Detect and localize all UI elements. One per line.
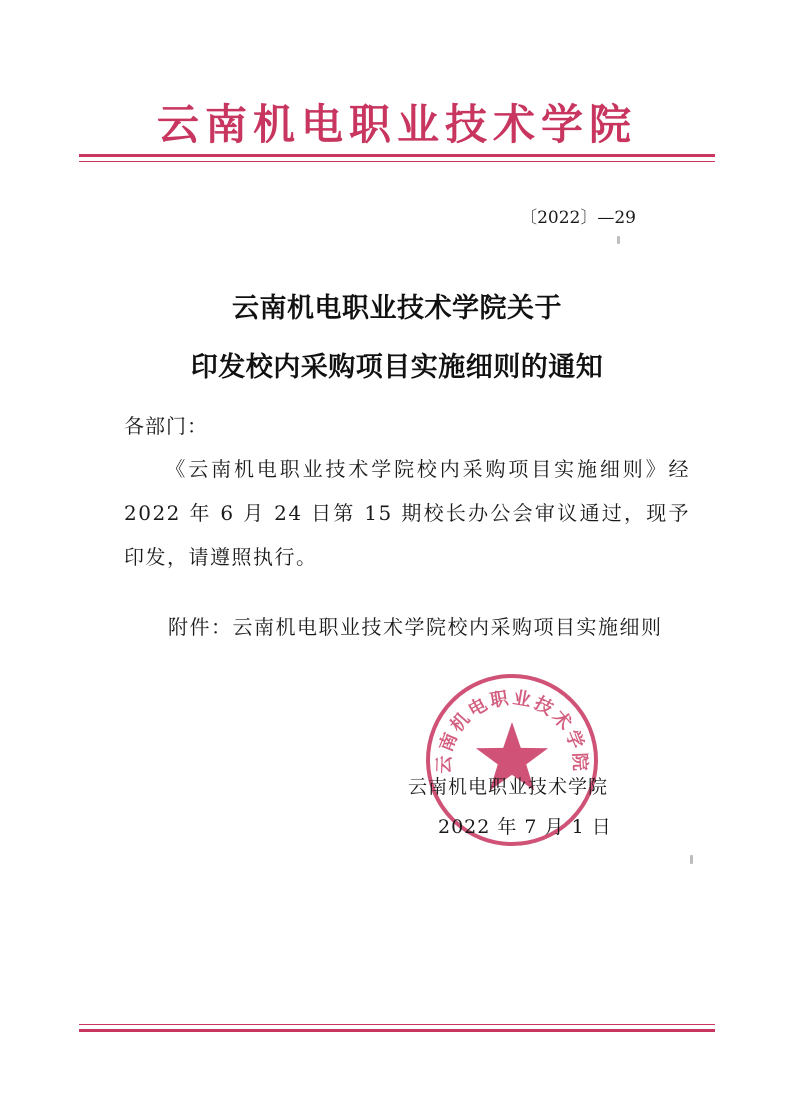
document-title-line-2: 印发校内采购项目实施细则的通知 <box>190 352 604 383</box>
salutation: 各部门： <box>124 414 208 438</box>
footer-rule-thin <box>79 1024 715 1025</box>
letterhead-institution: 云南机电职业技术学院 <box>156 100 637 149</box>
scan-speck <box>617 236 620 244</box>
document-title-line-1: 云南机电职业技术学院关于 <box>232 293 562 324</box>
signing-date: 2022 年 7 月 1 日 <box>438 816 612 838</box>
letterhead-rule-thick <box>79 154 715 157</box>
document-number: 〔2022〕—29 <box>520 208 636 228</box>
body-paragraph <box>124 447 690 579</box>
body-paragraph-text: 《云南机电职业技术学院校内采购项目实施细则》经2022 年 6 月 24 日第 15 期校长办公会审议通过，现予印发，请遵照执行。 <box>124 457 690 569</box>
letterhead-rule-thin <box>79 161 715 162</box>
seal-arc-textpath: 云南机电职业技术学院 <box>433 687 591 775</box>
scan-speck <box>690 855 693 864</box>
footer-rule-thick <box>79 1029 715 1032</box>
attachment-note: 附件：云南机电职业技术学院校内采购项目实施细则 <box>168 615 663 639</box>
signing-institution: 云南机电职业技术学院 <box>408 776 609 798</box>
